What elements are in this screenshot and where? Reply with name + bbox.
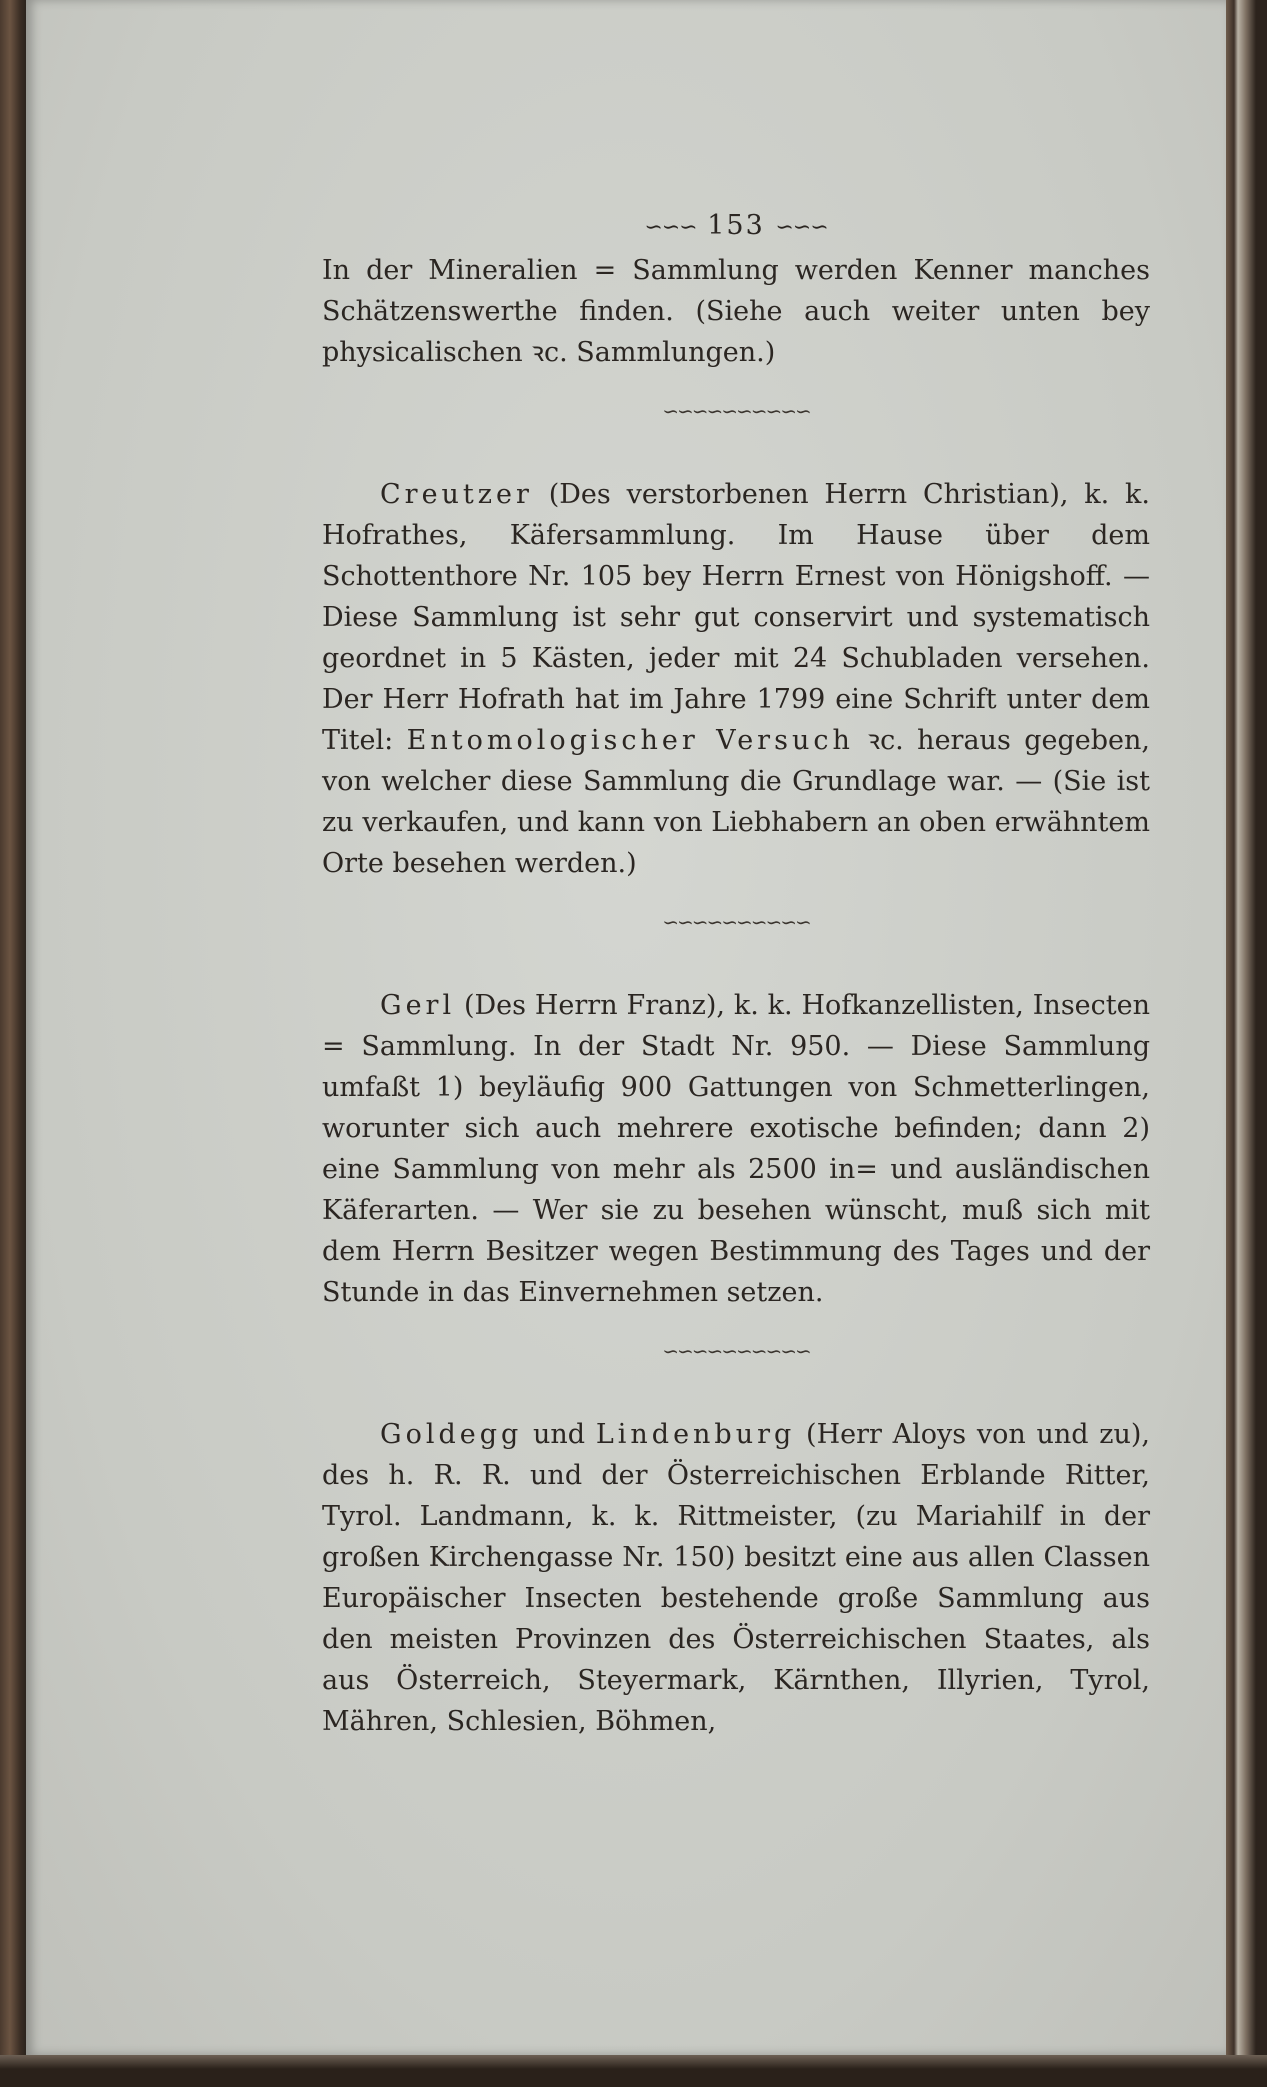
entry-name: Creutzer bbox=[380, 479, 533, 510]
ornament-right: ∽∽∽ bbox=[775, 215, 828, 240]
entry-connector: und bbox=[533, 1419, 586, 1450]
ornament-left: ∽∽∽ bbox=[644, 215, 697, 240]
entry-text: (Des Herrn Franz), k. k. Hofkanzellisten, Insecten = Sammlung. In der Stadt Nr. 950. — Diese Sammlung umfaßt 1) beyläufig 900 Gattungen von Schmetterlingen, worunter sich auch mehrere exotische befinden; dann 2) eine Sammlung von mehr als 2500 in= und ausländischen Käferarten. — Wer sie zu besehen wünscht, muß sich mit dem Herrn Besitzer wegen Bestimmung des Tages und der Stunde in das Einvernehmen setzen. bbox=[322, 990, 1150, 1308]
entry-name: Gerl bbox=[380, 990, 456, 1021]
entry-name-second: Lindenburg bbox=[595, 1419, 796, 1450]
page-number: 153 bbox=[707, 210, 765, 241]
page-bottom-edge bbox=[0, 2055, 1267, 2087]
section-divider: ∽∽∽∽∽∽∽∽∽∽ bbox=[662, 399, 810, 423]
entry-name: Goldegg bbox=[380, 1419, 523, 1450]
entry-text-continued: ꝛc. heraus gegeben, von welcher diese Sammlung die Grundlage war. — (Sie ist zu verkaufen, und kann von Liebhabern an oben erwähntem Orte besehen werden.) bbox=[322, 725, 1150, 879]
page-right-edge bbox=[1226, 0, 1267, 2087]
section-divider: ∽∽∽∽∽∽∽∽∽∽ bbox=[662, 910, 810, 934]
entry-goldegg bbox=[322, 1414, 1150, 1742]
page-text bbox=[322, 206, 1150, 1742]
section-divider: ∽∽∽∽∽∽∽∽∽∽ bbox=[662, 1339, 810, 1363]
paragraph-mineralien bbox=[322, 250, 1150, 373]
entry-text: (Herr Aloys von und zu), des h. R. R. und der Österreichischen Erblande Ritter, Tyrol. Landmann, k. k. Rittmeister, (zu Mariahilf in der großen Kirchengasse Nr. 150) besitzt eine aus allen Classen Europäischer Insecten bestehende große Sammlung aus den meisten Provinzen des Österreichischen Staates, als aus Österreich, Steyermark, Kärnthen, Illyrien, Tyrol, Mähren, Schlesien, Böhmen, bbox=[322, 1419, 1150, 1737]
entry-creutzer bbox=[322, 474, 1150, 884]
entry-text: (Des verstorbenen Herrn Christian), k. k. Hofrathes, Käfersammlung. Im Hause über dem Schottenthore Nr. 105 bey Herrn Ernest von Hönigshoff. — Diese Sammlung ist sehr gut conservirt und systematisch geordnet in 5 Kästen, jeder mit 24 Schubladen versehen. Der Herr Hofrath hat im Jahre 1799 eine Schrift unter dem Titel: bbox=[322, 479, 1150, 756]
paragraph-text: In der Mineralien = Sammlung werden Kenner manches Schätzenswerthe finden. (Siehe auch weiter unten bey physicalischen ꝛc. Sammlungen.) bbox=[322, 255, 1150, 368]
entry-gerl bbox=[322, 985, 1150, 1313]
book-title: Entomologischer Versuch bbox=[406, 725, 854, 756]
running-head bbox=[322, 206, 1150, 248]
